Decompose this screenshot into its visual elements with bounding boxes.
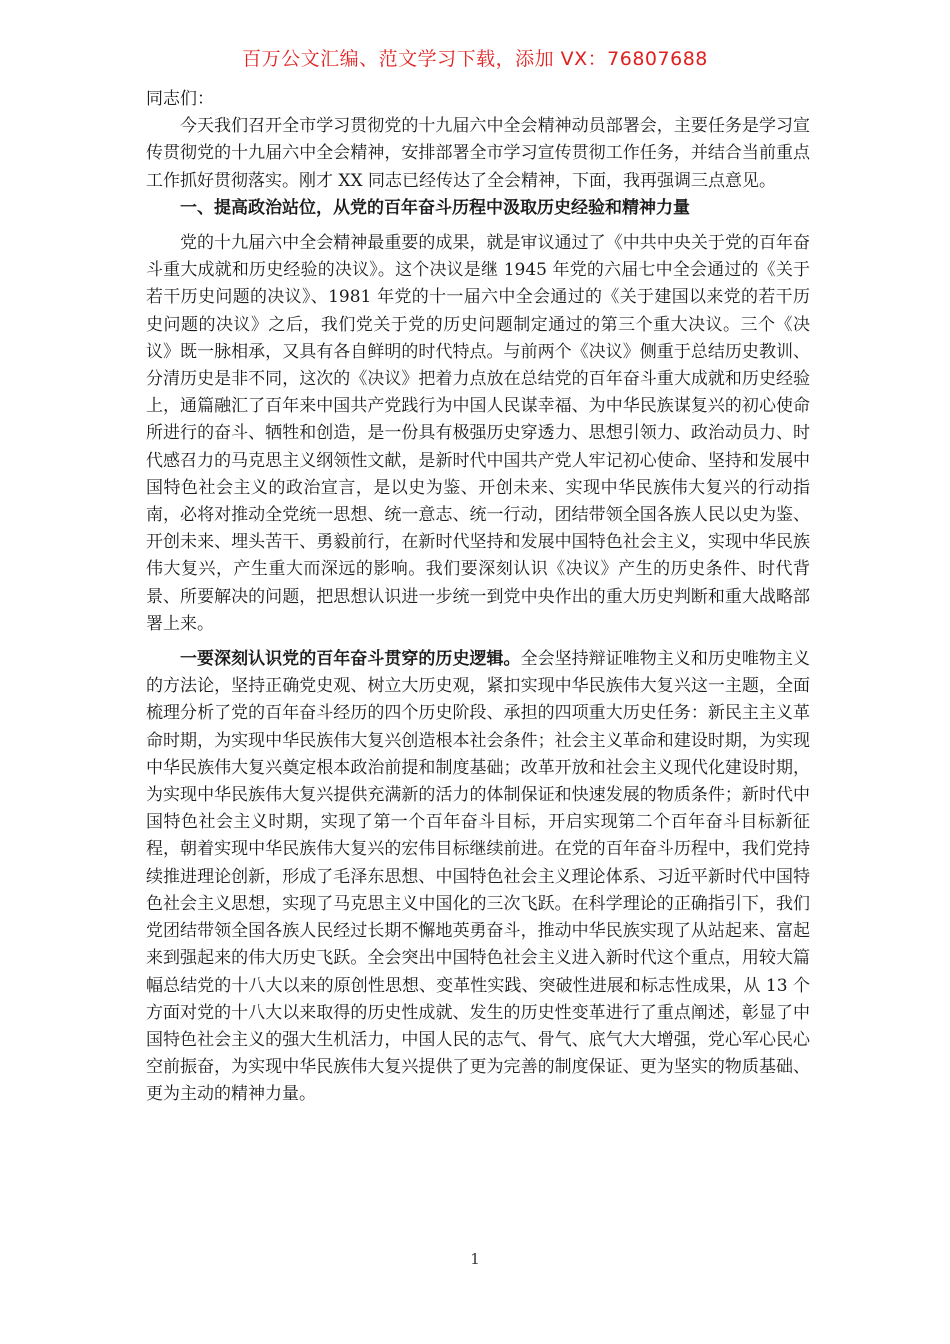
intro-paragraph: 今天我们召开全市学习贯彻党的十九届六中全会精神动员部署会，主要任务是学习宣传贯彻党的十九届六中全会精神，安排部署全市学习宣传贯彻工作任务，并结合当前重点工作抓好贯彻落实。刚才 XX 同志已经传达了全会精神，下面，我再强调三点意见。	[146, 116, 810, 191]
point-lead: 一要深刻认识党的百年奋斗贯穿的历史逻辑。	[180, 649, 521, 670]
body-paragraph: 党的十九届六中全会精神最重要的成果，就是审议通过了《中共中央关于党的百年奋斗重大成就和历史经验的决议》。这个决议是继 1945 年党的六届七中全会通过的《关于若干历史问题的决议》、1981 年党的十一届六中全会通过的《关于建国以来党的若干历史问题的决议》之后，我们党关于党的历史问题制定通过的第三个重大决议。三个《决议》既一脉相承，又具有各自鲜明的时代特点。与前两个《决议》侧重于总结历史教训、分清历史是非不同，这次的《决议》把着力点放在总结党的百年奋斗重大成就和历史经验上，通篇融汇了百年来中国共产党践行为中国人民谋幸福、为中华民族谋复兴的初心使命所进行的奋斗、牺牲和创造，是一份具有极强历史穿透力、思想引领力、政治动员力、时代感召力的马克思主义纲领性文献，是新时代中国共产党人牢记初心使命、坚持和发展中国特色社会主义的政治宣言，是以史为鉴、开创未来、实现中华民族伟大复兴的行动指南，必将对推动全党统一思想、统一意志、统一行动，团结带领全国各族人民以史为鉴、开创未来、埋头苦干、勇毅前行，在新时代坚持和发展中国特色社会主义，实现中华民族伟大复兴，产生重大而深远的影响。我们要深刻认识《决议》产生的历史条件、时代背景、所要解决的问题，把思想认识进一步统一到党中央作出的重大历史判断和重大战略部署上来。	[146, 233, 810, 634]
point-body: 全会坚持辩证唯物主义和历史唯物主义的方法论，坚持正确党史观、树立大历史观，紧扣实现中华民族伟大复兴这一主题，全面梳理分析了党的百年奋斗经历的四个历史阶段、承担的四项重大历史任务：新民主主义革命时期，为实现中华民族伟大复兴创造根本社会条件；社会主义革命和建设时期，为实现中华民族伟大复兴奠定根本政治前提和制度基础；改革开放和社会主义现代化建设时期，为实现中华民族伟大复兴提供充满新的活力的体制保证和快速发展的物质条件；新时代中国特色社会主义时期，实现了第一个百年奋斗目标，开启实现第二个百年奋斗目标新征程，朝着实现中华民族伟大复兴的宏伟目标继续前进。在党的百年奋斗历程中，我们党持续推进理论创新，形成了毛泽东思想、中国特色社会主义理论体系、习近平新时代中国特色社会主义思想，实现了马克思主义中国化的三次飞跃。在科学理论的正确指引下，我们党团结带领全国各族人民经过长期不懈地英勇奋斗，推动中华民族实现了从站起来、富起来到强起来的伟大历史飞跃。全会突出中国特色社会主义进入新时代这个重点，用较大篇幅总结党的十八大以来的原创性思想、变革性实践、突破性进展和标志性成果，从 13 个方面对党的十八大以来取得的历史性成就、发生的历史性变革进行了重点阐述，彰显了中国特色社会主义的强大生机活力，中国人民的志气、骨气、底气大大增强，党心军心民心空前振奋，为实现中华民族伟大复兴提供了更为完善的制度保证、更为坚实的物质基础、更为主动的精神力量。	[146, 649, 811, 1105]
salutation: 同志们：	[146, 89, 214, 109]
download-banner: 百万公文汇编、范文学习下载，添加 VX：76807688	[242, 48, 708, 70]
page-number: 1	[470, 1250, 480, 1268]
point-paragraph	[146, 646, 810, 1108]
document-body	[146, 86, 810, 1109]
section-heading: 一、提高政治站位，从党的百年奋斗历程中汲取历史经验和精神力量	[180, 197, 690, 218]
